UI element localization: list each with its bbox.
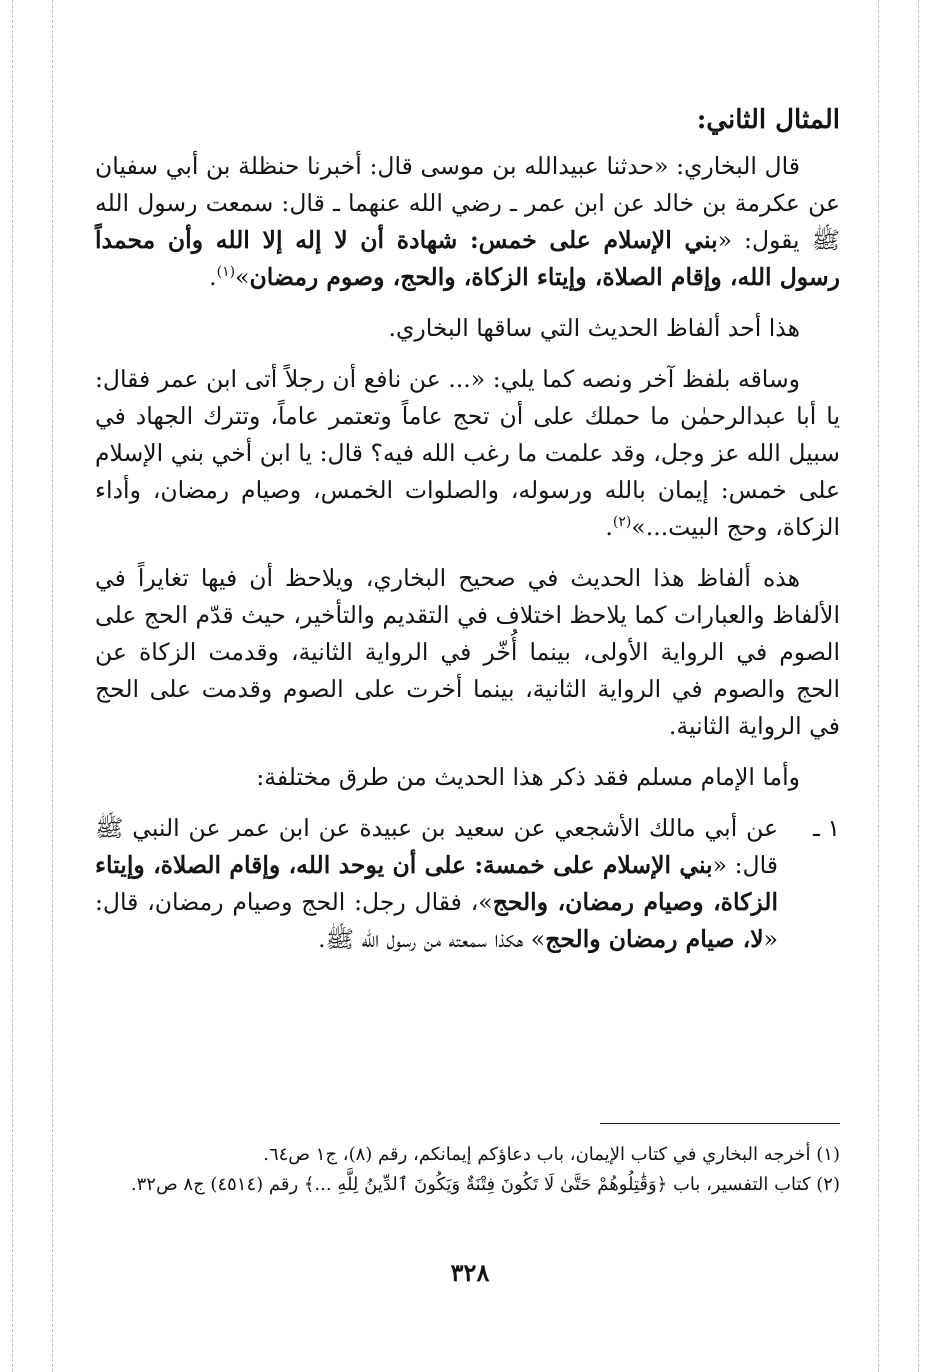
page-body xyxy=(95,100,840,958)
paragraph-note: هذا أحد ألفاظ الحديث التي ساقها البخاري. xyxy=(388,314,800,342)
paragraph-comparison: هذه ألفاظ هذا الحديث في صحيح البخاري، ويلاحظ أن فيها تغايراً في الألفاظ والعبارات كما يلاحظ اختلاف في التقديم والتأخير، حيث قدّم الحج على الصوم في الرواية الأولى، بينما أُخّر في الرواية الثانية، وقدمت الزكاة عن الحج والصوم في الرواية الثانية، بينما أخرت على الصوم وقدمت على الحج في الرواية الثانية. xyxy=(95,564,840,740)
page-number: ٣٢٨ xyxy=(450,1258,490,1287)
section-heading: المثال الثاني: xyxy=(696,105,840,135)
footnote-ref-1[interactable]: (١) xyxy=(216,264,236,281)
margin-guide xyxy=(918,0,919,1372)
margin-guide xyxy=(878,0,879,1372)
list-item-text: عن أبي مالك الأشجعي عن سعيد بن عبيدة عن ابن عمر عن النبي ﷺ قال: «بني الإسلام على خمسة: على أن يوحد الله، وإقام الصلاة، وإيتاء الزكاة، وصيام رمضان، والحج»، فقال رجل: الحج وصيام رمضان، قال: «لا، صيام رمضان والحج» هكذا سمعته من رسول الله ﷺ. xyxy=(95,814,778,953)
footnote: (٢) كتاب التفسير، باب ﴿وَقَٰتِلُوهُمْ حَتَّىٰ لَا تَكُونَ فِتْنَةٌ وَيَكُونَ ٱلدِّينُ لِلَّهِ ...﴾ رقم (٤٥١٤) ج٨ ص٣٢. xyxy=(130,1174,840,1195)
list-item xyxy=(95,810,840,958)
paragraph-bukhari-first: قال البخاري: «حدثنا عبيدالله بن موسى قال: أخبرنا حنظلة بن أبي سفيان عن عكرمة بن خالد عن ابن عمر ـ رضي الله عنهما ـ قال: سمعت رسول الله ﷺ يقول: «بني الإسلام على خمس: شهادة أن لا إله إلا الله وأن محمداً رسول الله، وإقام الصلاة، وإيتاء الزكاة، والحج، وصوم رمضان»$^{(١)}$. xyxy=(95,152,840,291)
footnotes xyxy=(95,1140,840,1200)
hadith-text-bold: بني الإسلام على خمس: شهادة أن لا إله إلا الله وأن محمداً رسول الله، وإقام الصلاة، وإيتاء الزكاة، والحج، وصوم رمضان xyxy=(95,226,840,291)
paragraph-bukhari-second: وساقه بلفظ آخر ونصه كما يلي: «... عن نافع أن رجلاً أتى ابن عمر فقال: يا أبا عبدالرحمٰن ما حملك على أن تحج عاماً وتعتمر عاماً، وتترك الجهاد في سبيل الله عز وجل، وقد علمت ما رغب الله فيه؟ قال: يا ابن أخي بني الإسلام على خمس: إيمان بالله ورسوله، والصلوات الخمس، وصيام رمضان، وأداء الزكاة، وحج البيت...»$^{(٢)}$. xyxy=(95,365,840,541)
footnote-separator xyxy=(600,1123,840,1124)
paragraph-muslim-intro: وأما الإمام مسلم فقد ذكر هذا الحديث من طرق مختلفة: xyxy=(256,763,800,791)
margin-guide xyxy=(52,0,53,1372)
footnote-ref-2[interactable]: (٢) xyxy=(612,514,632,531)
margin-guide xyxy=(12,0,13,1372)
list-item-number: ١ ـ xyxy=(813,814,840,842)
hadith-text-bold: لا، صيام رمضان والحج xyxy=(545,925,764,953)
hadith-text-bold: بني الإسلام على خمسة: على أن يوحد الله، وإقام الصلاة، وإيتاء الزكاة، وصيام رمضان، والحج xyxy=(95,851,778,916)
footnote: (١) أخرجه البخاري في كتاب الإيمان، باب دعاؤكم إيمانكم، رقم (٨)، ج١ ص٦٤. xyxy=(263,1144,840,1165)
